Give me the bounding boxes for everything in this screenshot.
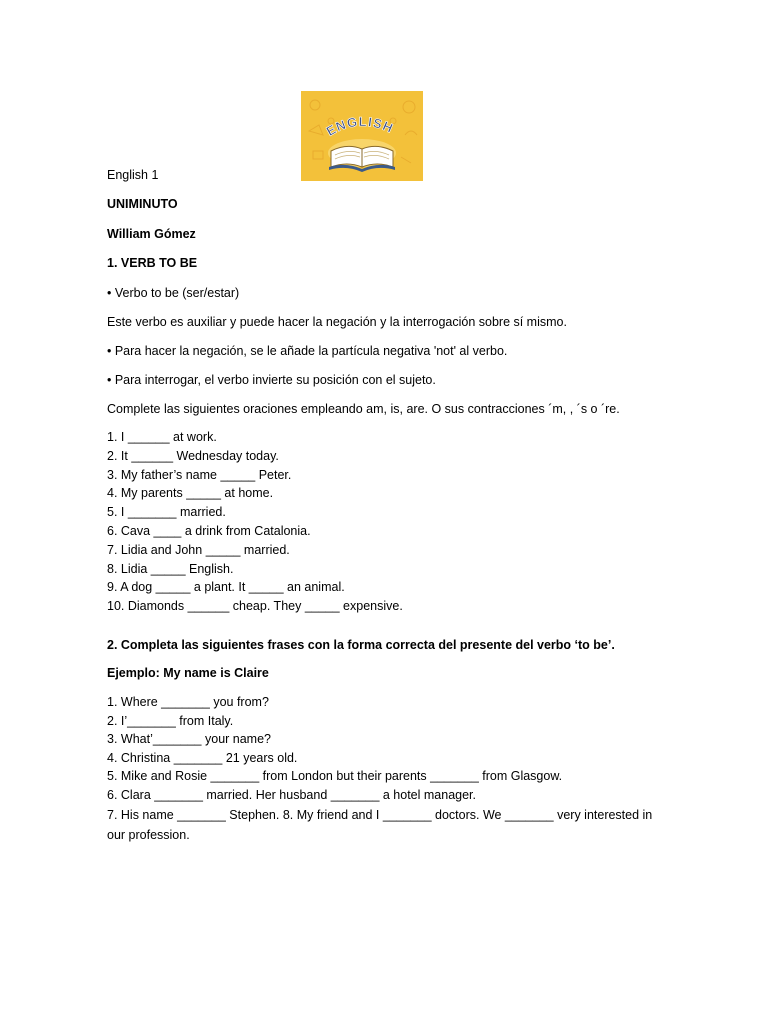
english-book-logo xyxy=(301,91,423,181)
exercise1-list xyxy=(107,428,403,616)
bullet-question: • Para interrogar, el verbo invierte su posición con el sujeto. xyxy=(107,373,436,387)
section2-title: 2. Completa las siguientes frases con la forma correcta del presente del verbo ‘to be’. xyxy=(107,638,615,652)
svg-text:ENGLISH: ENGLISH xyxy=(323,113,396,139)
list-item: 6. Clara _______ married. Her husband _______ a hotel manager. xyxy=(107,787,477,802)
list-item: 1. Where _______ you from? xyxy=(107,695,269,709)
list-item: 3. What’_______ your name? xyxy=(107,732,271,747)
verb-description: Este verbo es auxiliar y puede hacer la negación y la interrogación sobre sí mismo. xyxy=(107,315,567,329)
list-item: 2. It ______ Wednesday today. xyxy=(107,448,279,463)
list-item: 7. Lidia and John _____ married. xyxy=(107,542,290,557)
list-item: 5. I _______ married. xyxy=(107,505,226,520)
exercise1-instruction: Complete las siguientes oraciones empleando am, is, are. O sus contracciones ´m, , ´s o ´re. xyxy=(107,402,620,416)
list-item: 2. I’_______ from Italy. xyxy=(107,713,234,728)
bullet-verb-to-be: • Verbo to be (ser/estar) xyxy=(107,286,240,300)
course-name: English 1 xyxy=(107,168,159,182)
list-item: 9. A dog _____ a plant. It _____ an animal. xyxy=(107,580,345,595)
list-item: 7. His name _______ Stephen. 8. My friend and I _______ doctors. We _______ very interested in our profession. xyxy=(107,807,653,842)
list-item: 10. Diamonds ______ cheap. They _____ expensive. xyxy=(107,599,403,614)
author-name: William Gómez xyxy=(107,227,196,241)
list-item: 4. My parents _____ at home. xyxy=(107,486,274,501)
bullet-negation: • Para hacer la negación, se le añade la partícula negativa 'not' al verbo. xyxy=(107,344,508,358)
list-item: 5. Mike and Rosie _______ from London but their parents _______ from Glasgow. xyxy=(107,769,563,784)
list-item: 4. Christina _______ 21 years old. xyxy=(107,750,298,765)
list-item: 8. Lidia _____ English. xyxy=(107,561,234,576)
english-word-art xyxy=(301,91,423,181)
exercise2-list xyxy=(107,693,667,845)
list-item: 1. I ______ at work. xyxy=(107,430,217,444)
section2-example: Ejemplo: My name is Claire xyxy=(107,666,269,680)
section1-title: 1. VERB TO BE xyxy=(107,256,198,270)
list-item: 6. Cava ____ a drink from Catalonia. xyxy=(107,523,311,538)
institution-name: UNIMINUTO xyxy=(107,197,178,211)
list-item: 3. My father’s name _____ Peter. xyxy=(107,467,292,482)
